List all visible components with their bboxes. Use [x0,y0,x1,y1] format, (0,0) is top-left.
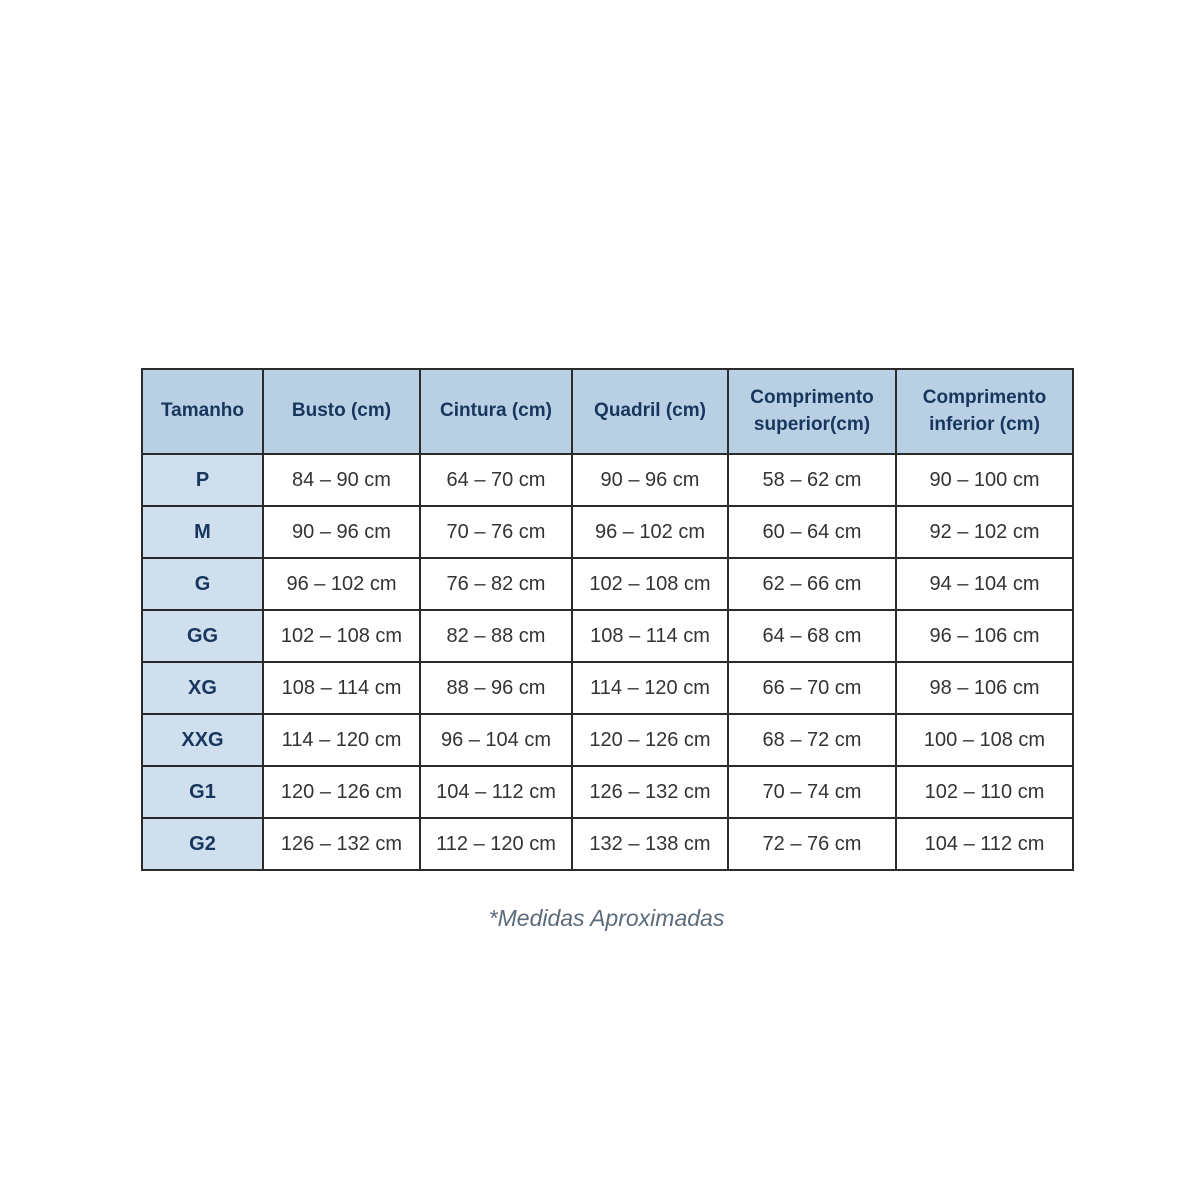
col-header-busto: Busto (cm) [263,369,420,454]
measure-cell: 98 – 106 cm [896,662,1073,714]
size-label: XG [142,662,263,714]
measure-cell: 114 – 120 cm [572,662,728,714]
measure-cell: 96 – 106 cm [896,610,1073,662]
measure-cell: 70 – 76 cm [420,506,572,558]
col-header-tamanho: Tamanho [142,369,263,454]
measure-cell: 102 – 110 cm [896,766,1073,818]
table-row-xxg [142,714,1073,766]
measure-cell: 114 – 120 cm [263,714,420,766]
measure-cell: 120 – 126 cm [263,766,420,818]
size-chart-table [141,368,1074,871]
col-header-cintura: Cintura (cm) [420,369,572,454]
table-row-g [142,558,1073,610]
measure-cell: 76 – 82 cm [420,558,572,610]
measure-cell: 84 – 90 cm [263,454,420,506]
measure-cell: 82 – 88 cm [420,610,572,662]
size-label: G1 [142,766,263,818]
measure-cell: 58 – 62 cm [728,454,896,506]
measure-cell: 126 – 132 cm [263,818,420,870]
measure-cell: 94 – 104 cm [896,558,1073,610]
measure-cell: 70 – 74 cm [728,766,896,818]
measure-cell: 126 – 132 cm [572,766,728,818]
header-row [142,369,1073,454]
measure-cell: 62 – 66 cm [728,558,896,610]
measure-cell: 120 – 126 cm [572,714,728,766]
measure-cell: 60 – 64 cm [728,506,896,558]
measure-cell: 64 – 68 cm [728,610,896,662]
size-label: P [142,454,263,506]
size-label: XXG [142,714,263,766]
approximate-measures-footnote: *Medidas Aproximadas [488,905,725,931]
measure-cell: 68 – 72 cm [728,714,896,766]
measure-cell: 90 – 96 cm [263,506,420,558]
size-label: G2 [142,818,263,870]
measure-cell: 102 – 108 cm [263,610,420,662]
table-row-p [142,454,1073,506]
size-chart-body [142,454,1073,870]
measure-cell: 64 – 70 cm [420,454,572,506]
measure-cell: 88 – 96 cm [420,662,572,714]
measure-cell: 96 – 102 cm [572,506,728,558]
measure-cell: 112 – 120 cm [420,818,572,870]
col-header-comprimento-inferior: Comprimento inferior (cm) [896,369,1073,454]
table-row-xg [142,662,1073,714]
table-row-m [142,506,1073,558]
size-label: GG [142,610,263,662]
measure-cell: 100 – 108 cm [896,714,1073,766]
measure-cell: 104 – 112 cm [420,766,572,818]
size-chart-header-row [142,369,1073,454]
measure-cell: 108 – 114 cm [572,610,728,662]
measure-cell: 90 – 96 cm [572,454,728,506]
size-label: G [142,558,263,610]
measure-cell: 96 – 104 cm [420,714,572,766]
measure-cell: 132 – 138 cm [572,818,728,870]
measure-cell: 92 – 102 cm [896,506,1073,558]
measure-cell: 108 – 114 cm [263,662,420,714]
measure-cell: 90 – 100 cm [896,454,1073,506]
measure-cell: 104 – 112 cm [896,818,1073,870]
col-header-quadril: Quadril (cm) [572,369,728,454]
measure-cell: 96 – 102 cm [263,558,420,610]
size-label: M [142,506,263,558]
measure-cell: 66 – 70 cm [728,662,896,714]
measure-cell: 72 – 76 cm [728,818,896,870]
col-header-comprimento-superior: Comprimento superior(cm) [728,369,896,454]
table-row-g2 [142,818,1073,870]
measure-cell: 102 – 108 cm [572,558,728,610]
table-row-gg [142,610,1073,662]
table-row-g1 [142,766,1073,818]
